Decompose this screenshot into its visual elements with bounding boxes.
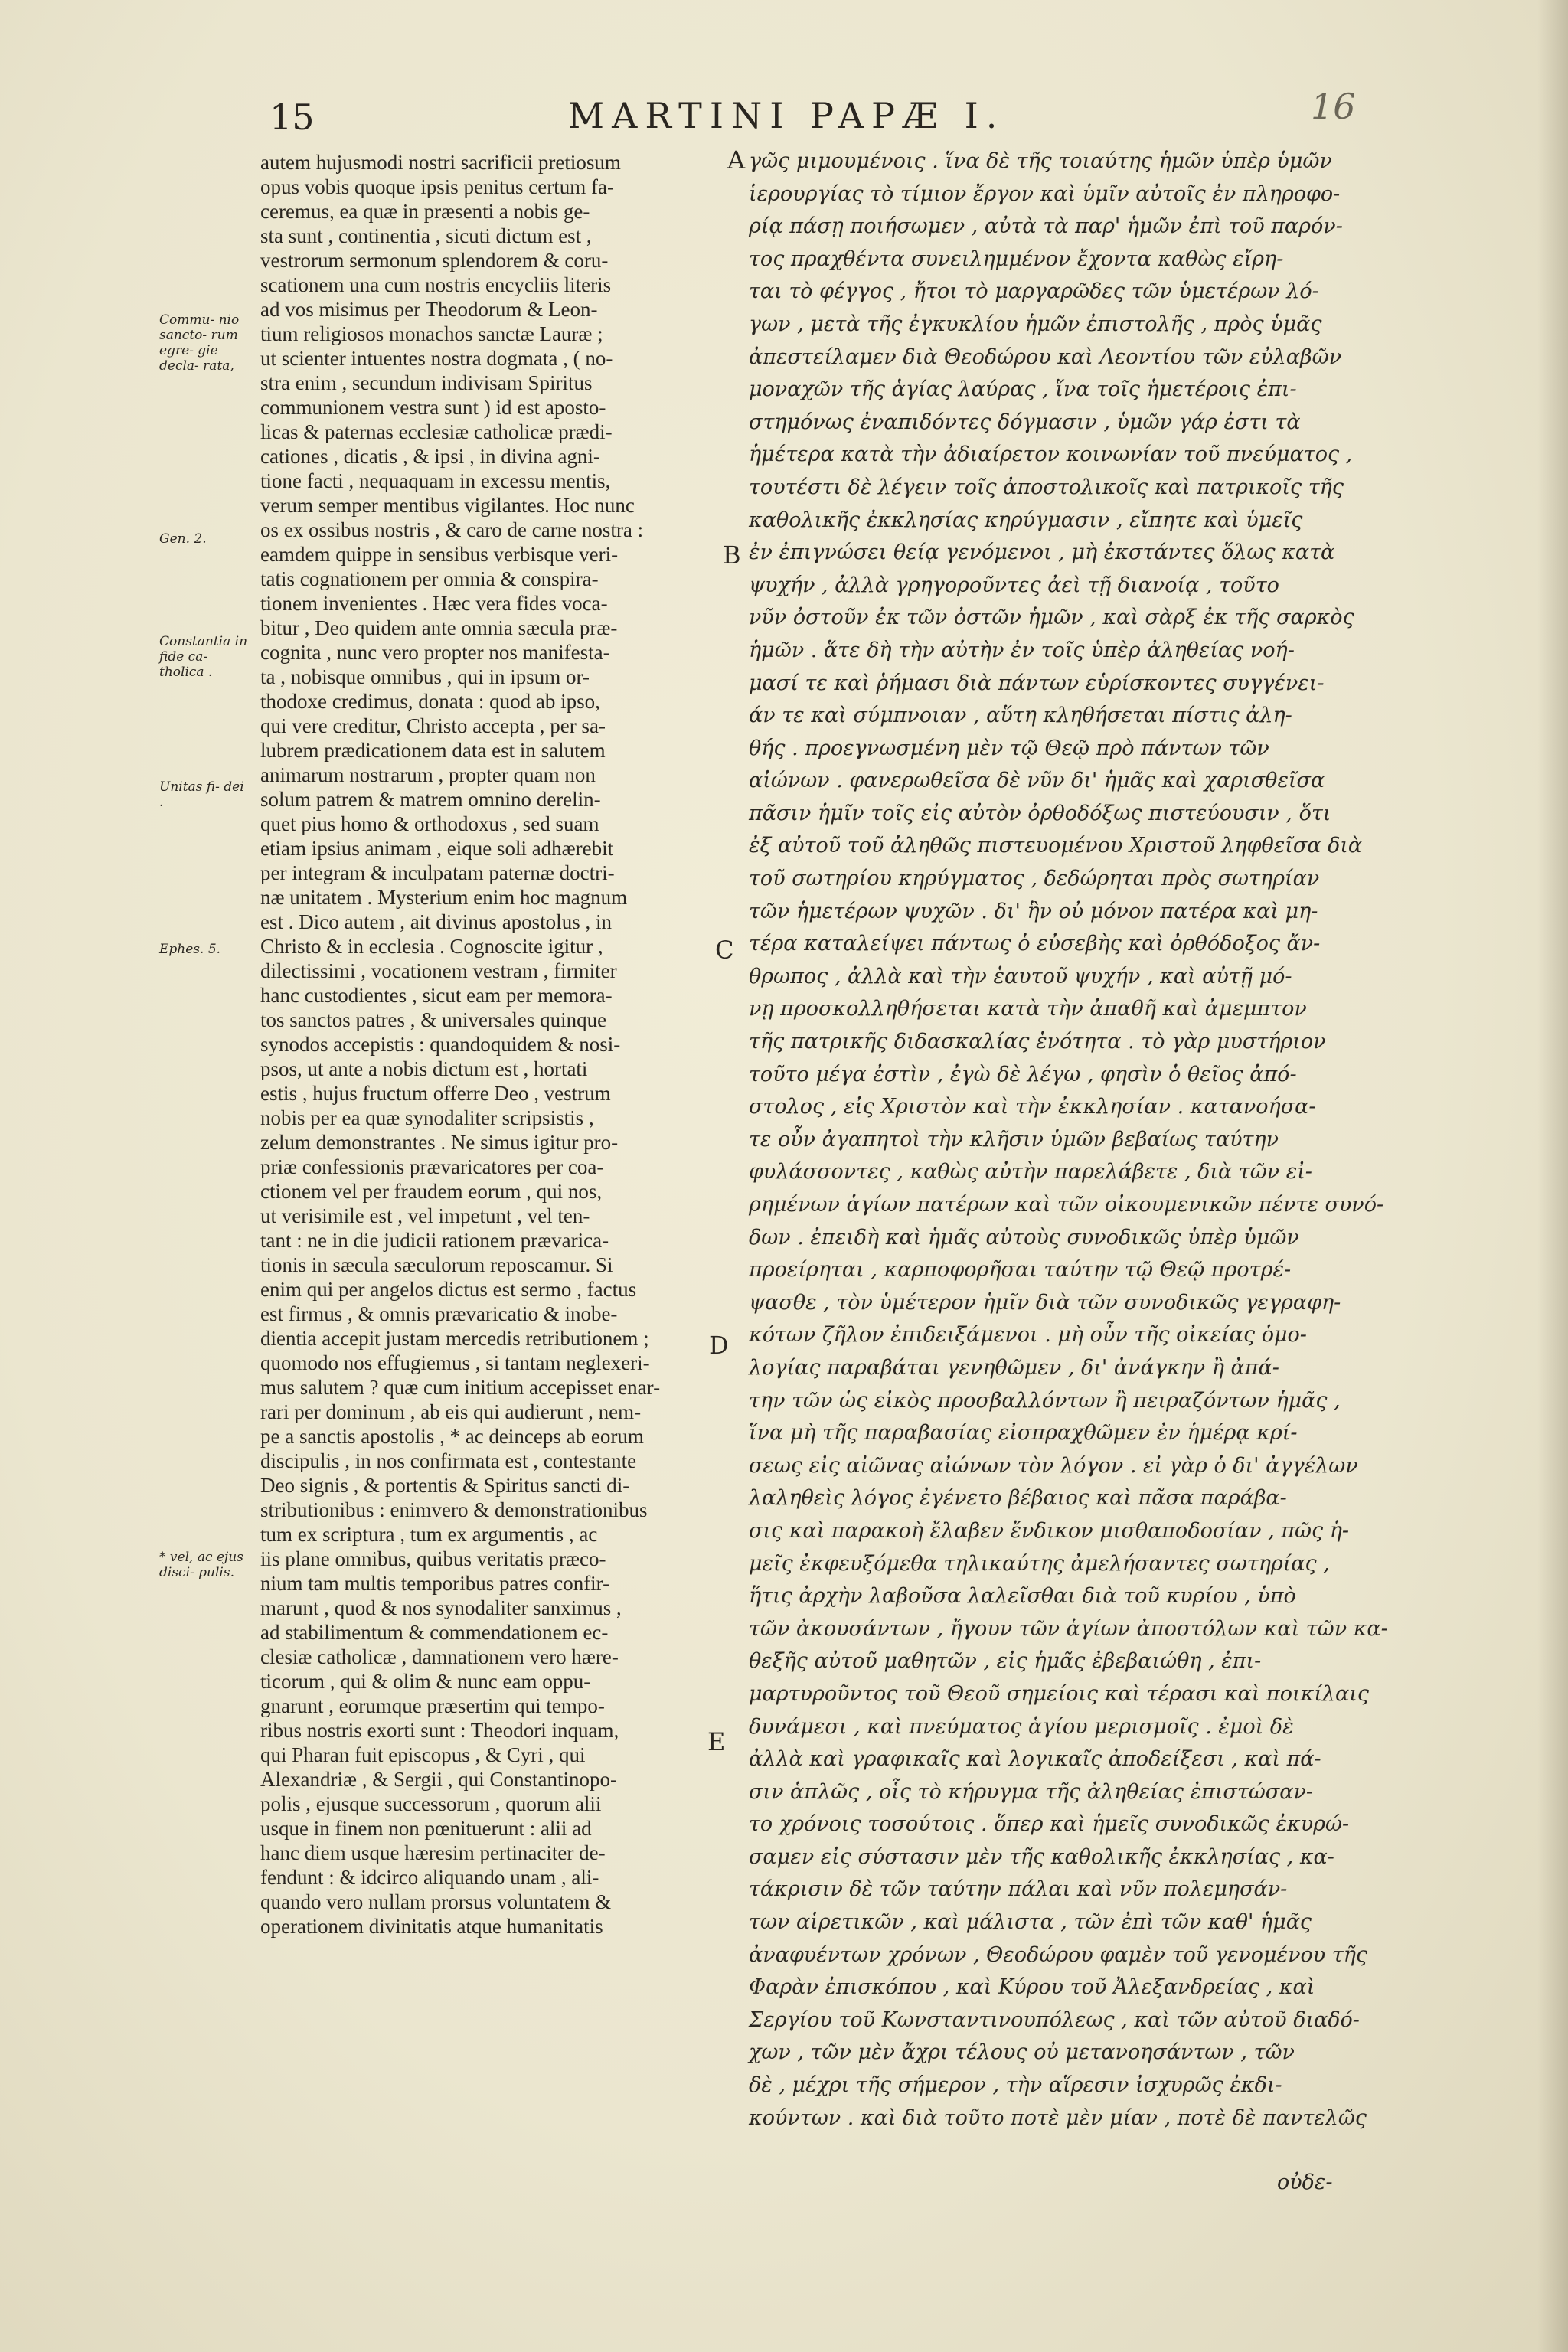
greek-text-line: δυνάμεσι , καὶ πνεύματος ἁγίου μερισμοῖς . ἐμοὶ δὲ (749, 1714, 1294, 1739)
latin-text-line: mus salutem ? quæ cum initium accepisset enar- (260, 1376, 661, 1399)
greek-text-line: Φαρὰν ἐπισκόπου , καὶ Κύρου τοῦ Ἀλεξανδρείας , καὶ (749, 1975, 1315, 2000)
greek-text-line: τουτέστι δὲ λέγειν τοῖς ἀποστολικοῖς καὶ πατρικοῖς τῆς (749, 475, 1344, 499)
page-number-right: 16 (1311, 86, 1356, 127)
latin-text-line: hanc custodientes , sicut eam per memora- (260, 984, 612, 1007)
latin-text-line: estis , hujus fructum offerre Deo , vestrum (260, 1082, 611, 1105)
margin-note: Gen. 2. (159, 531, 207, 547)
greek-text-line: προείρηται , καρποφορῆσαι ταύτην τῷ Θεῷ προτρέ- (749, 1258, 1292, 1282)
latin-text-line: polis , ejusque successorum , quorum alii (260, 1792, 602, 1815)
latin-text-line: licas & paternas ecclesiæ catholicæ prædi- (260, 420, 612, 443)
latin-text-line: ut verisimile est , vel impetunt , vel ten- (260, 1204, 590, 1227)
latin-text-line: etiam ipsius animam , eique soli adhærebit (260, 837, 614, 860)
greek-text-line: λαληθεὶς λόγος ἐγένετο βέβαιος καὶ πᾶσα παράβα- (749, 1486, 1287, 1511)
greek-text-line: δὲ , μέχρι τῆς σήμερον , τὴν αἵρεσιν ἰσχυρῶς ἐκδι- (749, 2073, 1282, 2098)
greek-text-line: δων . ἐπειδὴ καὶ ἡμᾶς αὐτοὺς συνοδικῶς ὑπὲρ ὑμῶν (749, 1225, 1299, 1250)
greek-text-line: τῶν ἀκουσάντων , ἤγουν τῶν ἁγίων ἀποστόλων καὶ τῶν κα- (749, 1616, 1388, 1641)
margin-note: Ephes. 5. (159, 942, 221, 957)
greek-text-line: ρημένων ἁγίων πατέρων καὶ τῶν οἰκουμενικῶν πέντε συνό- (749, 1193, 1384, 1217)
section-sigla-a: A (727, 145, 746, 175)
latin-text-line: dilectissimi , vocationem vestram , firmiter (260, 959, 617, 982)
greek-text-line: ἵνα μὴ τῆς παραβασίας εἰσπραχθῶμεν ἐν ἡμέρᾳ κρί- (749, 1421, 1298, 1446)
latin-text-line: stributionibus : enimvero & demonstrationibus (260, 1498, 648, 1521)
greek-text-line: πᾶσιν ἡμῖν τοῖς εἰς αὐτὸν ὀρθοδόξως πιστεύουσιν , ὅτι (749, 801, 1331, 825)
greek-text-line: νῃ προσκολληθήσεται κατὰ τὴν ἀπαθῆ καὶ ἀμεμπτον (749, 997, 1307, 1021)
latin-text-line: fendunt : & idcirco aliquando unam , ali- (260, 1866, 599, 1889)
greek-text-line: μαρτυροῦντος τοῦ Θεοῦ σημείοις καὶ τέρασι καὶ ποικίλαις (749, 1681, 1369, 1706)
latin-text-line: tant : ne in die judicii rationem prævarica- (260, 1229, 609, 1252)
latin-column (260, 150, 712, 1939)
latin-text-line: nobis per ea quæ synodaliter scripsistis , (260, 1106, 594, 1129)
latin-text-line: quando vero nullam prorsus voluntatem & (260, 1890, 612, 1913)
greek-text-line: ψασθε , τὸν ὑμέτερον ἡμῖν διὰ τῶν συνοδικῶς γεγραφη- (749, 1290, 1341, 1315)
latin-text-line: Alexandriæ , & Sergii , qui Constantinopo- (260, 1768, 617, 1791)
greek-text-line: μεῖς ἐκφευξόμεθα τηλικαύτης ἀμελήσαντες σωτηρίας , (749, 1551, 1330, 1576)
latin-text-line: priæ confessionis prævaricatores per coa- (260, 1155, 604, 1178)
latin-text-line: ta , nobisque omnibus , qui in ipsum or- (260, 665, 590, 688)
latin-text-line: cognita , nunc vero propter nos manifesta- (260, 641, 610, 664)
greek-text-line: στημόνως ἐναπιδόντες δόγμασιν , ὑμῶν γάρ ἐστι τὰ (749, 410, 1301, 434)
greek-text-line: καθολικῆς ἐκκλησίας κηρύγμασιν , εἴπητε καὶ ὑμεῖς (749, 508, 1303, 532)
latin-text-line: est . Dico autem , ait divinus apostolus , in (260, 910, 612, 933)
latin-text-line: sta sunt , continentia , sicuti dictum est , (260, 224, 592, 247)
latin-text-line: gnarunt , eorumque præsertim qui tempo- (260, 1694, 605, 1717)
greek-text-line: τοῦ σωτηρίου κηρύγματος , δεδώρηται πρὸς σωτηρίαν (749, 867, 1320, 891)
greek-text-line: κότων ζῆλον ἐπιδειξάμενοι . μὴ οὖν τῆς οἰκείας ὁμο- (749, 1323, 1307, 1348)
latin-text-line: operationem divinitatis atque humanitatis (260, 1915, 603, 1938)
latin-text-line: discipulis , in nos confirmata est , contestante (260, 1449, 637, 1472)
greek-text-line: σιν ἁπλῶς , οἷς τὸ κήρυγμα τῆς ἀληθείας ἐπιστώσαν- (749, 1779, 1313, 1804)
latin-text-line: dientia accepit justam mercedis retributionem ; (260, 1327, 649, 1350)
greek-text-line: ἐξ αὐτοῦ τοῦ ἀληθῶς πιστευομένου Χριστοῦ ληφθεῖσα διὰ (749, 834, 1363, 858)
greek-text-line: γων , μετὰ τῆς ἐγκυκλίου ἡμῶν ἐπιστολῆς , πρὸς ὑμᾶς (749, 312, 1322, 336)
greek-text-line: το χρόνοις τοσούτοις . ὅπερ καὶ ἡμεῖς συνοδικῶς ἐκυρώ- (749, 1812, 1350, 1837)
latin-text-line: Christo & in ecclesia . Cognoscite igitur , (260, 935, 603, 958)
latin-text-line: qui vere creditur, Christo accepta , per sa- (260, 714, 606, 737)
latin-text-line: lubrem prædicationem data est in salutem (260, 739, 606, 762)
page-edge-shadow (1537, 0, 1568, 2352)
latin-text-line: quomodo nos effugiemus , si tantam neglexeri- (260, 1351, 650, 1374)
greek-text-line: τῆς πατρικῆς διδασκαλίας ἑνότητα . τὸ γὰρ μυστήριον (749, 1030, 1326, 1054)
running-head: MARTINI PAPÆ I. (568, 95, 1005, 136)
greek-text-line: σις καὶ παρακοὴ ἔλαβεν ἔνδικον μισθαποδοσίαν , πῶς ἡ- (749, 1518, 1350, 1543)
latin-text-line: tos sanctos patres , & universales quinque (260, 1008, 607, 1031)
greek-text-line: μασί τε καὶ ῥήμασι διὰ πάντων εὑρίσκοντες συγγένει- (749, 671, 1325, 695)
greek-text-line: ἀναφυέντων χρόνων , Θεοδώρου φαμὲν τοῦ γενομένου τῆς (749, 1942, 1367, 1967)
latin-text-line: quet pius homo & orthodoxus , sed suam (260, 812, 599, 835)
latin-text-line: tatis cognationem per omnia & conspira- (260, 567, 599, 590)
margin-note: Commu- nio sancto- rum egre- gie decla- rata, (159, 312, 240, 374)
greek-text-line: τάκρισιν δὲ τῶν ταύτην πάλαι καὶ νῦν πολεμησάν- (749, 1877, 1288, 1902)
section-sigla-d: D (709, 1331, 729, 1360)
latin-text-line: opus vobis quoque ipsis penitus certum fa- (260, 175, 614, 198)
greek-text-line: γῶς μιμουμένοις . ἵνα δὲ τῆς τοιαύτης ἡμῶν ὑπὲρ ὑμῶν (749, 149, 1332, 173)
greek-text-line: νῦν ὀστοῦν ἐκ τῶν ὀστῶν ἡμῶν , καὶ σὰρξ ἐκ τῆς σαρκὸς (749, 606, 1354, 630)
latin-text-line: bitur , Deo quidem ante omnia sæcula præ- (260, 616, 618, 639)
greek-text-line: σαμεν εἰς σύστασιν μὲν τῆς καθολικῆς ἐκκλησίας , κα- (749, 1844, 1334, 1869)
latin-text-line: synodos accepistis : quandoquidem & nosi- (260, 1033, 621, 1056)
section-sigla-c: C (715, 936, 734, 965)
margin-note: Unitas fi- dei . (159, 779, 244, 810)
greek-text-line: ἡμῶν . ἅτε δὴ τὴν αὐτὴν ἐν τοῖς ὑπὲρ ἀληθείας νοή- (749, 638, 1295, 662)
greek-text-line: αἰώνων . φανερωθεῖσα δὲ νῦν δι' ἡμᾶς καὶ χαρισθεῖσα (749, 769, 1325, 793)
greek-text-line: θής . προεγνωσμένη μὲν τῷ Θεῷ πρὸ πάντων τῶν (749, 736, 1269, 760)
greek-text-line: στολος , εἰς Χριστὸν καὶ τὴν ἐκκλησίαν . κατανοήσα- (749, 1095, 1316, 1119)
greek-text-line: άν τε καὶ σύμπνοιαν , αὕτη κληθήσεται πίστις ἀλη- (749, 704, 1292, 728)
section-sigla-e: E (707, 1727, 726, 1756)
greek-text-line: τε οὖν ἀγαπητοὶ τὴν κλῆσιν ὑμῶν βεβαίως ταύτην (749, 1127, 1279, 1152)
greek-text-line: ψυχήν , ἀλλὰ γρηγοροῦντες ἀεὶ τῇ διανοίᾳ , τοῦτο (749, 573, 1279, 597)
latin-text-line: ribus nostris exorti sunt : Theodori inquam, (260, 1719, 619, 1742)
latin-text-line: est firmus , & omnis prævaricatio & inobe- (260, 1302, 618, 1325)
latin-text-line: scationem una cum nostris encycliis literis (260, 273, 612, 296)
latin-text-line: ad stabilimentum & commendationem ec- (260, 1621, 609, 1644)
latin-text-line: ad vos misimus per Theodorum & Leon- (260, 298, 598, 321)
latin-text-line: psos, ut ante a nobis dictum est , hortati (260, 1057, 588, 1080)
greek-text-line: τος πραχθέντα συνειλημμένον ἔχοντα καθὼς εἴρη- (749, 247, 1284, 271)
greek-text-line: Σεργίου τοῦ Κωνσταντινουπόλεως , καὶ τῶν αὐτοῦ διαδό- (749, 2007, 1360, 2032)
latin-text-line: cationes , dicatis , & ipsi , in divina agni- (260, 445, 600, 468)
section-sigla-b: B (723, 541, 741, 570)
latin-text-line: qui Pharan fuit episcopus , & Cyri , qui (260, 1743, 586, 1766)
latin-text-line: enim qui per angelos dictus est sermo , factus (260, 1278, 637, 1301)
latin-text-line: tum ex scriptura , tum ex argumentis , ac (260, 1523, 598, 1546)
latin-text-line: animarum nostrarum , propter quam non (260, 763, 596, 786)
greek-text-line: σεως εἰς αἰῶνας αἰώνων τὸν λόγον . εἰ γὰρ ὁ δι' ἀγγέλων (749, 1453, 1358, 1478)
greek-text-line: κούντων . καὶ διὰ τοῦτο ποτὲ μὲν μίαν , ποτὲ δὲ παντελῶς (749, 2105, 1367, 2130)
latin-text-line: solum patrem & matrem omnino derelin- (260, 788, 601, 811)
latin-text-line: tione facti , nequaquam in excessu mentis, (260, 469, 611, 492)
latin-text-line: Deo signis , & portentis & Spiritus sancti di- (260, 1474, 630, 1497)
latin-text-line: usque in finem non pœnituerunt : alii ad (260, 1817, 592, 1840)
latin-text-line: stra enim , secundum indivisam Spiritus (260, 371, 593, 394)
greek-text-line: ἡμέτερα κατὰ τὴν ἀδιαίρετον κοινωνίαν τοῦ πνεύματος , (749, 443, 1353, 467)
latin-text-line: clesiæ catholicæ , damnationem vero hære- (260, 1645, 619, 1668)
latin-text-line: ceremus, ea quæ in præsenti a nobis ge- (260, 200, 590, 223)
page-number-left: 15 (270, 96, 315, 138)
greek-text-line: λογίας παραβάται γενηθῶμεν , δι' ἀνάγκην ἢ ἀπά- (749, 1355, 1279, 1380)
latin-text-line: tium religiosos monachos sanctæ Lauræ ; (260, 322, 603, 345)
greek-text-line: τέρα καταλείψει πάντως ὁ εὐσεβὴς καὶ ὀρθόδοξος ἄν- (749, 932, 1321, 956)
margin-note: * vel, ac ejus disci- pulis. (159, 1550, 243, 1580)
latin-text-line: pe a sanctis apostolis , * ac deinceps ab eorum (260, 1425, 644, 1448)
latin-text-line: ctionem vel per fraudem eorum , qui nos, (260, 1180, 603, 1203)
latin-text-line: nium tam multis temporibus patres confir- (260, 1572, 610, 1595)
greek-text-line: ἀλλὰ καὶ γραφικαῖς καὶ λογικαῖς ἀποδείξεσι , καὶ πά- (749, 1747, 1321, 1772)
latin-text-line: os ex ossibus nostris , & caro de carne nostra : (260, 518, 644, 541)
latin-text-line: per integram & inculpatam paternæ doctri- (260, 861, 615, 884)
latin-text-line: vestrorum sermonum splendorem & coru- (260, 249, 609, 272)
greek-text-line: ἐν ἐπιγνώσει θείᾳ γενόμενοι , μὴ ἐκστάντες ὅλως κατὰ (749, 541, 1335, 565)
greek-text-line: θρωπος , ἀλλὰ καὶ τὴν ἑαυτοῦ ψυχήν , καὶ αὐτῇ μό- (749, 964, 1292, 988)
latin-text-line: zelum demonstrantes . Ne simus igitur pro- (260, 1131, 619, 1154)
latin-text-line: marunt , quod & nos synodaliter sanximus , (260, 1596, 622, 1619)
greek-text-line: ἱερουργίας τὸ τίμιον ἔργον καὶ ὑμῖν αὐτοῖς ἐν πληροφο- (749, 181, 1341, 206)
greek-text-line: των αἱρετικῶν , καὶ μάλιστα , τῶν ἐπὶ τῶν καθ' ἡμᾶς (749, 1910, 1312, 1935)
greek-text-line: ρίᾳ πάσῃ ποιήσωμεν , αὐτὰ τὰ παρ' ἡμῶν ἐπὶ τοῦ παρόν- (749, 214, 1343, 239)
latin-text-line: ticorum , qui & olim & nunc eam oppu- (260, 1670, 591, 1693)
greek-text-line: ἥτις ἀρχὴν λαβοῦσα λαλεῖσθαι διὰ τοῦ κυρίου , ὑπὸ (749, 1584, 1296, 1609)
latin-text-line: hanc diem usque hæresim pertinaciter de- (260, 1841, 606, 1864)
greek-text-line: φυλάσσοντες , καθὼς αὐτὴν παρελάβετε , διὰ τῶν εἰ- (749, 1160, 1312, 1184)
greek-text-line: θεξῆς αὐτοῦ μαθητῶν , εἰς ἡμᾶς ἐβεβαιώθη , ἐπι- (749, 1649, 1262, 1674)
latin-text-line: ut scienter intuentes nostra dogmata , ( no- (260, 347, 613, 370)
latin-text-line: communionem vestra sunt ) id est aposto- (260, 396, 606, 419)
latin-text-line: verum semper mentibus vigilantes. Hoc nunc (260, 494, 635, 517)
latin-text-line: eamdem quippe in sensibus verbisque veri- (260, 543, 619, 566)
greek-text-line: τοῦτο μέγα ἐστὶν , ἐγὼ δὲ λέγω , φησὶν ὁ θεῖος ἀπό- (749, 1062, 1297, 1086)
greek-text-line: μοναχῶν τῆς ἁγίας λαύρας , ἵνα τοῖς ἡμετέροις ἐπι- (749, 377, 1297, 402)
latin-text-line: thodoxe credimus, donata : quod ab ipso, (260, 690, 600, 713)
greek-text-line: χων , τῶν μὲν ἄχρι τέλους οὐ μετανοησάντων , τῶν (749, 2040, 1295, 2065)
latin-text-line: autem hujusmodi nostri sacrificii pretiosum (260, 151, 621, 174)
greek-text-line: τῶν ἡμετέρων ψυχῶν . δι' ἣν οὐ μόνον πατέρα καὶ μη- (749, 899, 1318, 923)
greek-text-line: ἀπεστείλαμεν διὰ Θεοδώρου καὶ Λεοντίου τῶν εὐλαβῶν (749, 345, 1341, 369)
latin-text-line: tionis in sæcula sæculorum reposcamur. Si (260, 1253, 613, 1276)
latin-text-line: næ unitatem . Mysterium enim hoc magnum (260, 886, 628, 909)
catchword: οὐδε- (1277, 2171, 1333, 2194)
latin-text-line: iis plane omnibus, quibus veritatis præco- (260, 1547, 606, 1570)
latin-text-line: rari per dominum , ab eis qui audierunt , nem- (260, 1400, 642, 1423)
greek-text-line: ται τὸ φέγγος , ἤτοι τὸ μαργαρῶδες τῶν ὑμετέρων λό- (749, 279, 1319, 304)
margin-note: Constantia in fide ca- tholica . (159, 634, 248, 680)
greek-text-line: την τῶν ὡς εἰκὸς προσβαλλόντων ἢ πειραζόντων ἡμᾶς , (749, 1388, 1341, 1413)
latin-text-line: tionem invenientes . Hæc vera fides voca- (260, 592, 608, 615)
greek-column (749, 145, 1388, 2194)
